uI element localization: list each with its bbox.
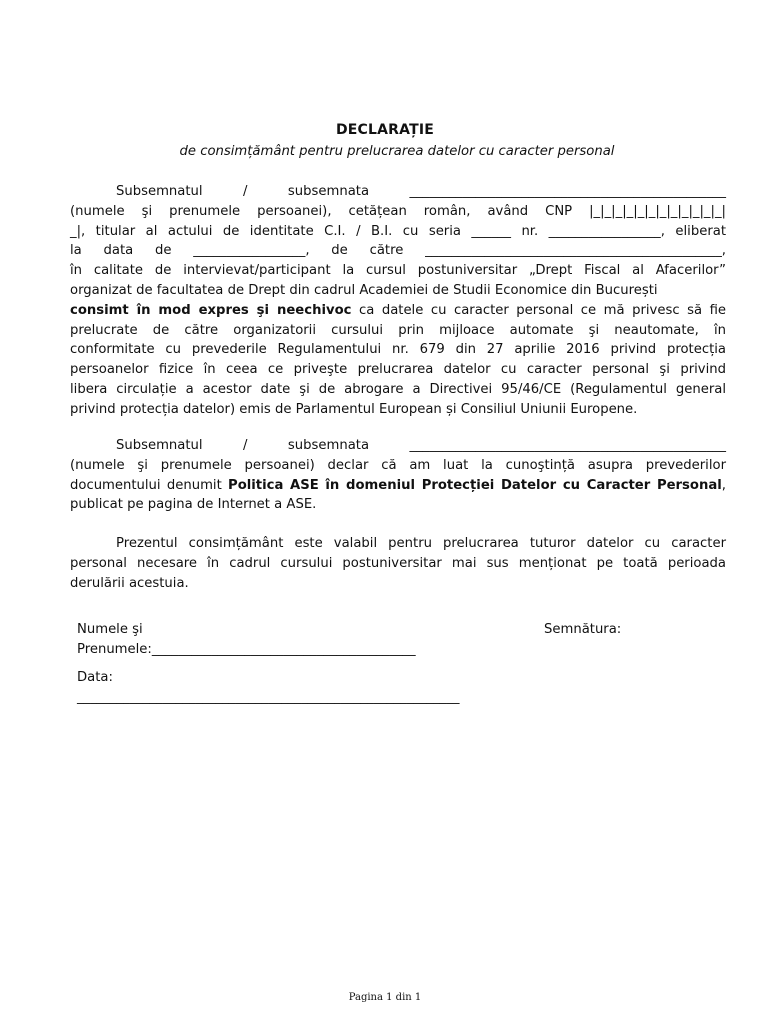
text-line: persoanelor fizice în ceea ce priveşte prelucrarea datelor cu caracter personal şi privind [70,362,726,378]
name-field [77,620,416,660]
text-line: (numele şi prenumele persoanei), cetățean român, având CNP |_|_|_|_|_|_|_|_|_|_|_|_| [70,203,726,219]
validity-paragraph [70,534,726,593]
name-label: Numele şi [77,622,143,637]
document-title: DECLARAȚIE [335,122,435,138]
page-footer: Pagina 1 din 1 [348,992,422,1003]
text-fragment: ca datele cu caracter personal ce mă privesc să fie [351,302,726,318]
text-line: (numele şi prenumele persoanei) declar că am luat la cunoştință asupra prevederilor [70,457,726,473]
consent-paragraph [70,182,726,420]
name-line: Prenumele:________________________________________ [77,642,416,657]
text-line [70,476,726,496]
text-line: Subsemnatul / subsemnata ________________________________________________ [116,438,726,453]
text-line: publicat pe pagina de Internet a ASE. [70,497,317,513]
text-line [70,301,726,321]
text-line: libera circulație a acestor date şi de abrogare a Directivei 95/46/CE (Regulamentul general [70,381,726,397]
text-line: Subsemnatul / subsemnata ________________________________________________ [116,184,726,199]
signature-label: Semnătura: [544,622,622,637]
signature-field [544,620,621,640]
document-subtitle: de consimțământ pentru prelucrarea datelor cu caracter personal [179,144,615,159]
text-line: prelucrate de către organizatorii cursului prin mijloace automate şi neautomate, în [70,322,726,338]
date-label: Data: [77,670,113,685]
date-field [77,668,459,708]
text-line: conformitate cu prevederile Regulamentului nr. 679 din 27 aprilie 2016 privind protecția [70,342,726,358]
text-fragment: , [721,477,726,493]
policy-paragraph [70,436,726,515]
text-line: privind protecția datelor) emis de Parlamentul European și Consiliul Uniunii Europene. [70,401,638,417]
text-line: în calitate de intervievat/participant la cursul postuniversitar „Drept Fiscal al Afacerilor” [70,263,726,279]
text-fragment: documentului denumit [70,477,229,493]
text-line: _|, titular al actului de identitate C.I. / B.I. cu seria ______ nr. _________________, eliberat [70,223,726,239]
text-line: derulării acestuia. [70,575,189,591]
text-line: la data de _________________, de către _____________________________________________, [70,243,726,259]
date-line: __________________________________________________________ [77,690,460,705]
text-line: personal necesare în cadrul cursului postuniversitar mai sus menționat pe toată perioada [70,555,726,571]
text-line: Prezentul consimțământ este valabil pentru prelucrarea tuturor datelor cu caracter [116,536,726,551]
policy-document-name: Politica ASE în domeniul Protecției Datelor cu Caracter Personal [228,477,722,493]
bold-consent-phrase: consimt în mod expres şi neechivoc [70,302,352,318]
text-line: organizat de facultatea de Drept din cadrul Academiei de Studii Economice din București [70,282,658,298]
